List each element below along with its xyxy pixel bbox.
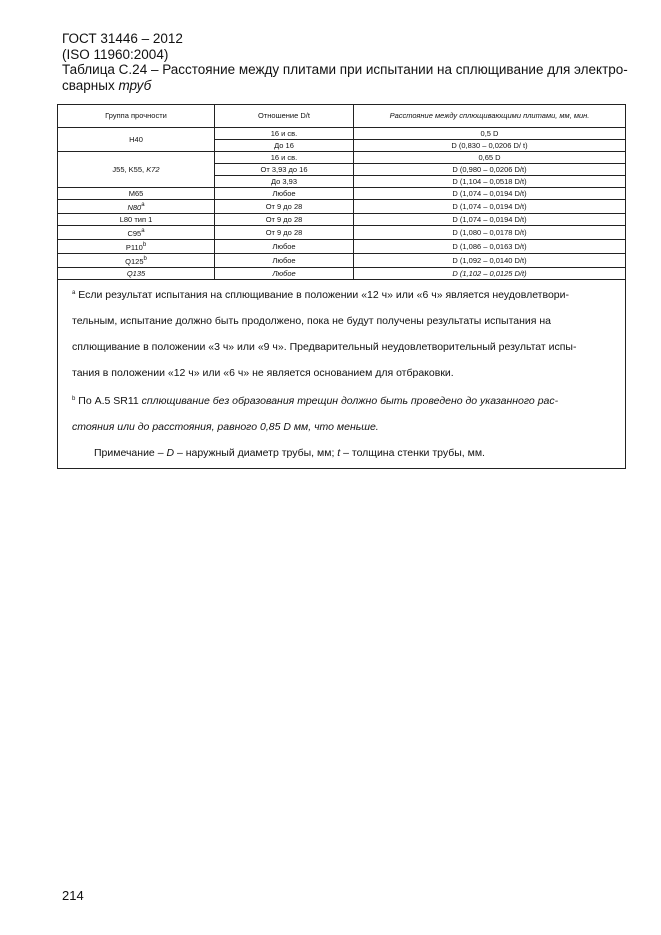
ratio-cell: До 3,93: [215, 176, 354, 188]
grade-cell: Q135: [58, 268, 215, 280]
ratio-cell: От 9 до 28: [215, 214, 354, 226]
distance-cell: D (1,074 – 0,0194 D/t): [354, 188, 626, 200]
iso-reference: (ISO 11960:2004): [62, 46, 169, 62]
flattening-distance-table: [57, 104, 626, 469]
grade-cell: L80 тип 1: [58, 214, 215, 226]
grade-cell: M65: [58, 188, 215, 200]
table-row: [58, 128, 626, 140]
distance-cell: D (1,092 – 0,0140 D/t): [354, 254, 626, 268]
distance-cell: D (1,080 – 0,0178 D/t): [354, 226, 626, 240]
notes-row: [58, 280, 626, 469]
ratio-cell: 16 и св.: [215, 152, 354, 164]
grade-cell: Q125$^b$: [58, 254, 215, 268]
distance-cell: D (0,830 – 0,0206 D/ t): [354, 140, 626, 152]
column-header: Отношение D/t: [215, 105, 354, 128]
distance-cell: D (1,102 – 0,0125 D/t): [354, 268, 626, 280]
table-row: [58, 268, 626, 280]
ratio-cell: От 3,93 до 16: [215, 164, 354, 176]
standard-number: ГОСТ 31446 – 2012: [62, 31, 183, 46]
ratio-cell: От 9 до 28: [215, 200, 354, 214]
distance-cell: 0,5 D: [354, 128, 626, 140]
ratio-cell: От 9 до 28: [215, 226, 354, 240]
ratio-cell: 16 и св.: [215, 128, 354, 140]
column-header: Группа прочности: [58, 105, 215, 128]
grade-cell: N80$^a$: [58, 200, 215, 214]
ratio-cell: Любое: [215, 254, 354, 268]
table-row: [58, 214, 626, 226]
distance-cell: D (0,980 – 0,0206 D/t): [354, 164, 626, 176]
distance-cell: D (1,104 – 0,0518 D/t): [354, 176, 626, 188]
grade-cell: J55, K55, K72: [58, 152, 215, 188]
distance-cell: D (1,074 – 0,0194 D/t): [354, 214, 626, 226]
table-row: [58, 226, 626, 240]
distance-cell: 0,65 D: [354, 152, 626, 164]
ratio-cell: Любое: [215, 240, 354, 254]
table-title: Таблица С.24 – Расстояние между плитами при испытании на сплющивание для электро-: [62, 62, 628, 77]
footnote-b: $^b$ По А.5 SR11 сплющивание без образования трещин должно быть проведено до указанного рас- стояния или до расстояния, равного 0,85 D мм, что меньше.: [72, 395, 559, 433]
grade-cell: C95$^a$: [58, 226, 215, 240]
table-row: [58, 254, 626, 268]
table-remark: Примечание – D – наружный диаметр трубы, мм; t – толщина стенки трубы, мм.: [94, 447, 485, 459]
footnote-a: $^a$ Если результат испытания на сплющивание в положении «12 ч» или «6 ч» является неудовлетвори- тельным, испытание должно быть продолжено, пока не будут получены результаты испытания на сплющивание в положении «3 ч» или «9 ч». Предварительный неудовлетворительный результат испы- тания в положении «12 ч» или «6 ч» не является основанием для отбраковки.: [72, 289, 577, 379]
table-row: [58, 240, 626, 254]
grade-cell: P110$^b$: [58, 240, 215, 254]
table-row: [58, 200, 626, 214]
page-header: [62, 31, 632, 93]
column-header: Расстояние между сплющивающими плитами, мм, мин.: [354, 105, 626, 128]
table-row: [58, 152, 626, 164]
ratio-cell: До 16: [215, 140, 354, 152]
table-row: [58, 188, 626, 200]
table-notes: [58, 280, 626, 469]
grade-cell: Н40: [58, 128, 215, 152]
page-number: 214: [62, 888, 84, 903]
table-header-row: [58, 105, 626, 128]
distance-cell: D (1,074 – 0,0194 D/t): [354, 200, 626, 214]
ratio-cell: Любое: [215, 268, 354, 280]
table-title-cont: сварных труб: [62, 77, 152, 93]
distance-cell: D (1,086 – 0,0163 D/t): [354, 240, 626, 254]
ratio-cell: Любое: [215, 188, 354, 200]
